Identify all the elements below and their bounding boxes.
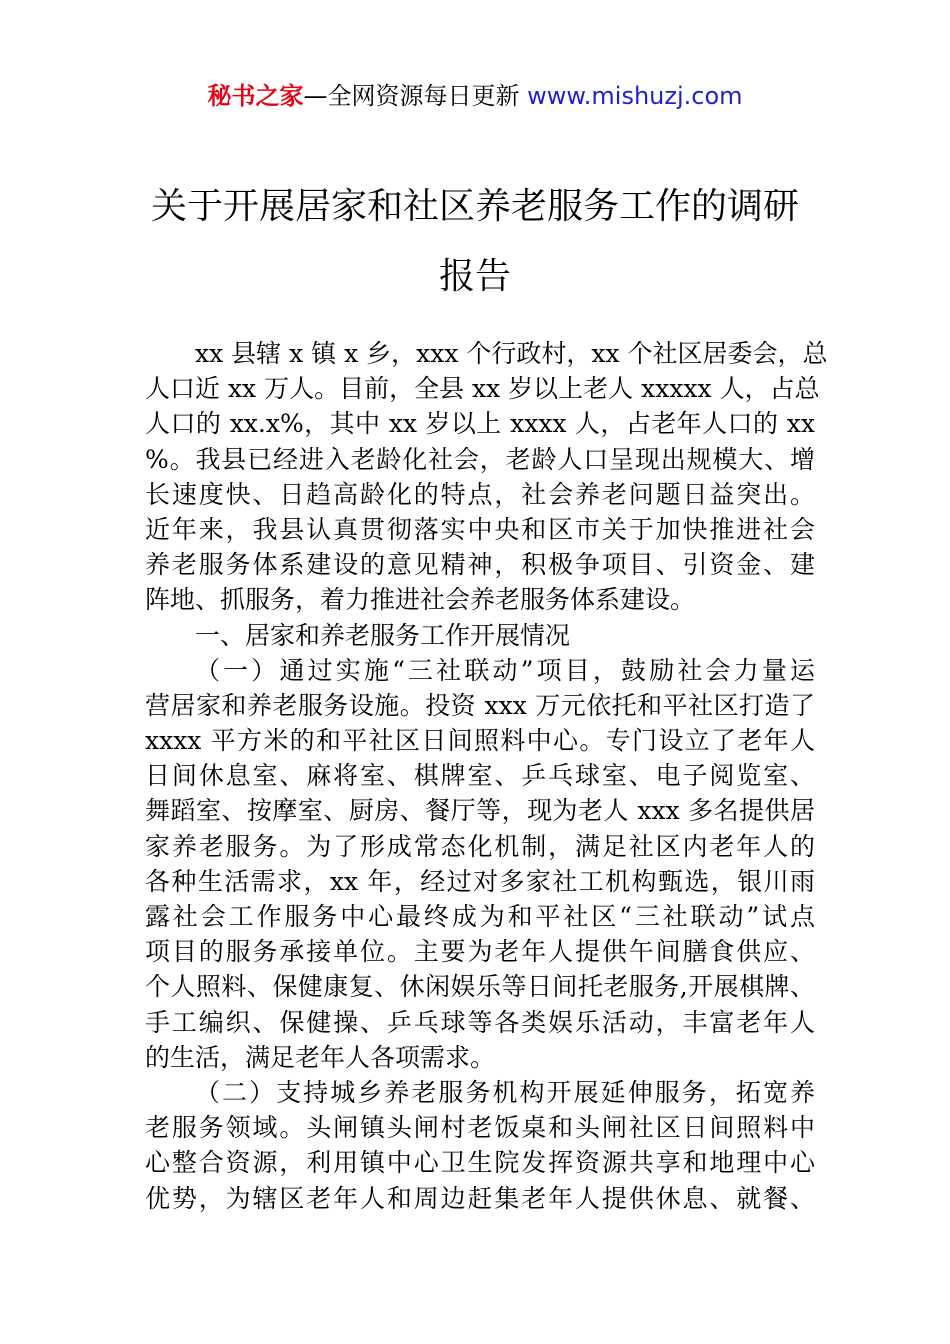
body-line: 营居家和养老服务设施。投资 xxx 万元依托和平社区打造了 (145, 690, 815, 720)
section-heading: 一、居家和养老服务工作开展情况 (195, 620, 571, 650)
body-line: 个人照料、保健康复、休闲娱乐等日间托老服务,开展棋牌、 (145, 972, 815, 1002)
body-line: 近年来，我县认真贯彻落实中央和区市关于加快推进社会 (145, 514, 815, 544)
body-line: 阵地、抓服务，着力推进社会养老服务体系建设。 (145, 585, 696, 615)
body-line: 家养老服务。为了形成常态化机制，满足社区内老年人的 (145, 831, 815, 861)
body-line: 老服务领域。头闸镇头闸村老饭桌和头闸社区日间照料中 (145, 1113, 815, 1143)
site-header (0, 80, 950, 112)
title-line: 报告 (438, 256, 511, 297)
body-line: 日间休息室、麻将室、棋牌室、乒乓球室、电子阅览室、 (145, 761, 815, 791)
site-brand: 秘书之家 (207, 82, 304, 110)
site-url-link[interactable]: www.mishuzj.com (527, 82, 743, 110)
body-line: 人口的 xx.x%，其中 xx 岁以上 xxxx 人，占老年人口的 xx (145, 409, 815, 439)
title-line: 关于开展居家和社区养老服务工作的调研 (150, 186, 799, 227)
body-line: 露社会工作服务中心最终成为和平社区“三社联动”试点 (145, 902, 815, 931)
body-line: 养老服务体系建设的意见精神，积极争项目、引资金、建 (145, 550, 815, 580)
body-line: 各种生活需求，xx 年，经过对多家社工机构甄选，银川雨 (145, 866, 815, 896)
body-line: 手工编织、保健操、乒乓球等各类娱乐活动，丰富老年人 (145, 1007, 815, 1037)
body-line: xxxx 平方米的和平社区日间照料中心。专门设立了老年人 (145, 726, 815, 756)
body-line: 长速度快、日趋高龄化的特点，社会养老问题日益突出。 (145, 479, 815, 509)
body-line: 人口近 xx 万人。目前，全县 xx 岁以上老人 xxxxx 人，占总 (145, 374, 820, 404)
document-title (120, 172, 830, 312)
document-body (145, 336, 828, 1216)
body-line: xx 县辖 x 镇 x 乡，xxx 个行政村，xx 个社区居委会，总 (195, 339, 828, 368)
body-line: 舞蹈室、按摩室、厨房、餐厅等，现为老人 xxx 多名提供居 (145, 796, 815, 826)
body-line: %。我县已经进入老龄化社会，老龄人口呈现出规模大、增 (145, 444, 815, 474)
body-line: 项目的服务承接单位。主要为老年人提供午间膳食供应、 (145, 937, 815, 967)
body-line: （一）通过实施“三社联动”项目，鼓励社会力量运 (195, 655, 815, 685)
body-line: 的生活，满足老年人各项需求。 (145, 1042, 496, 1072)
body-line: 优势，为辖区老年人和周边赶集老年人提供休息、就餐、 (145, 1183, 815, 1213)
body-line: （二）支持城乡养老服务机构开展延伸服务，拓宽养 (195, 1077, 815, 1107)
body-line: 心整合资源，利用镇中心卫生院发挥资源共享和地理中心 (145, 1148, 815, 1178)
site-tagline: —全网资源每日更新 (303, 82, 528, 110)
